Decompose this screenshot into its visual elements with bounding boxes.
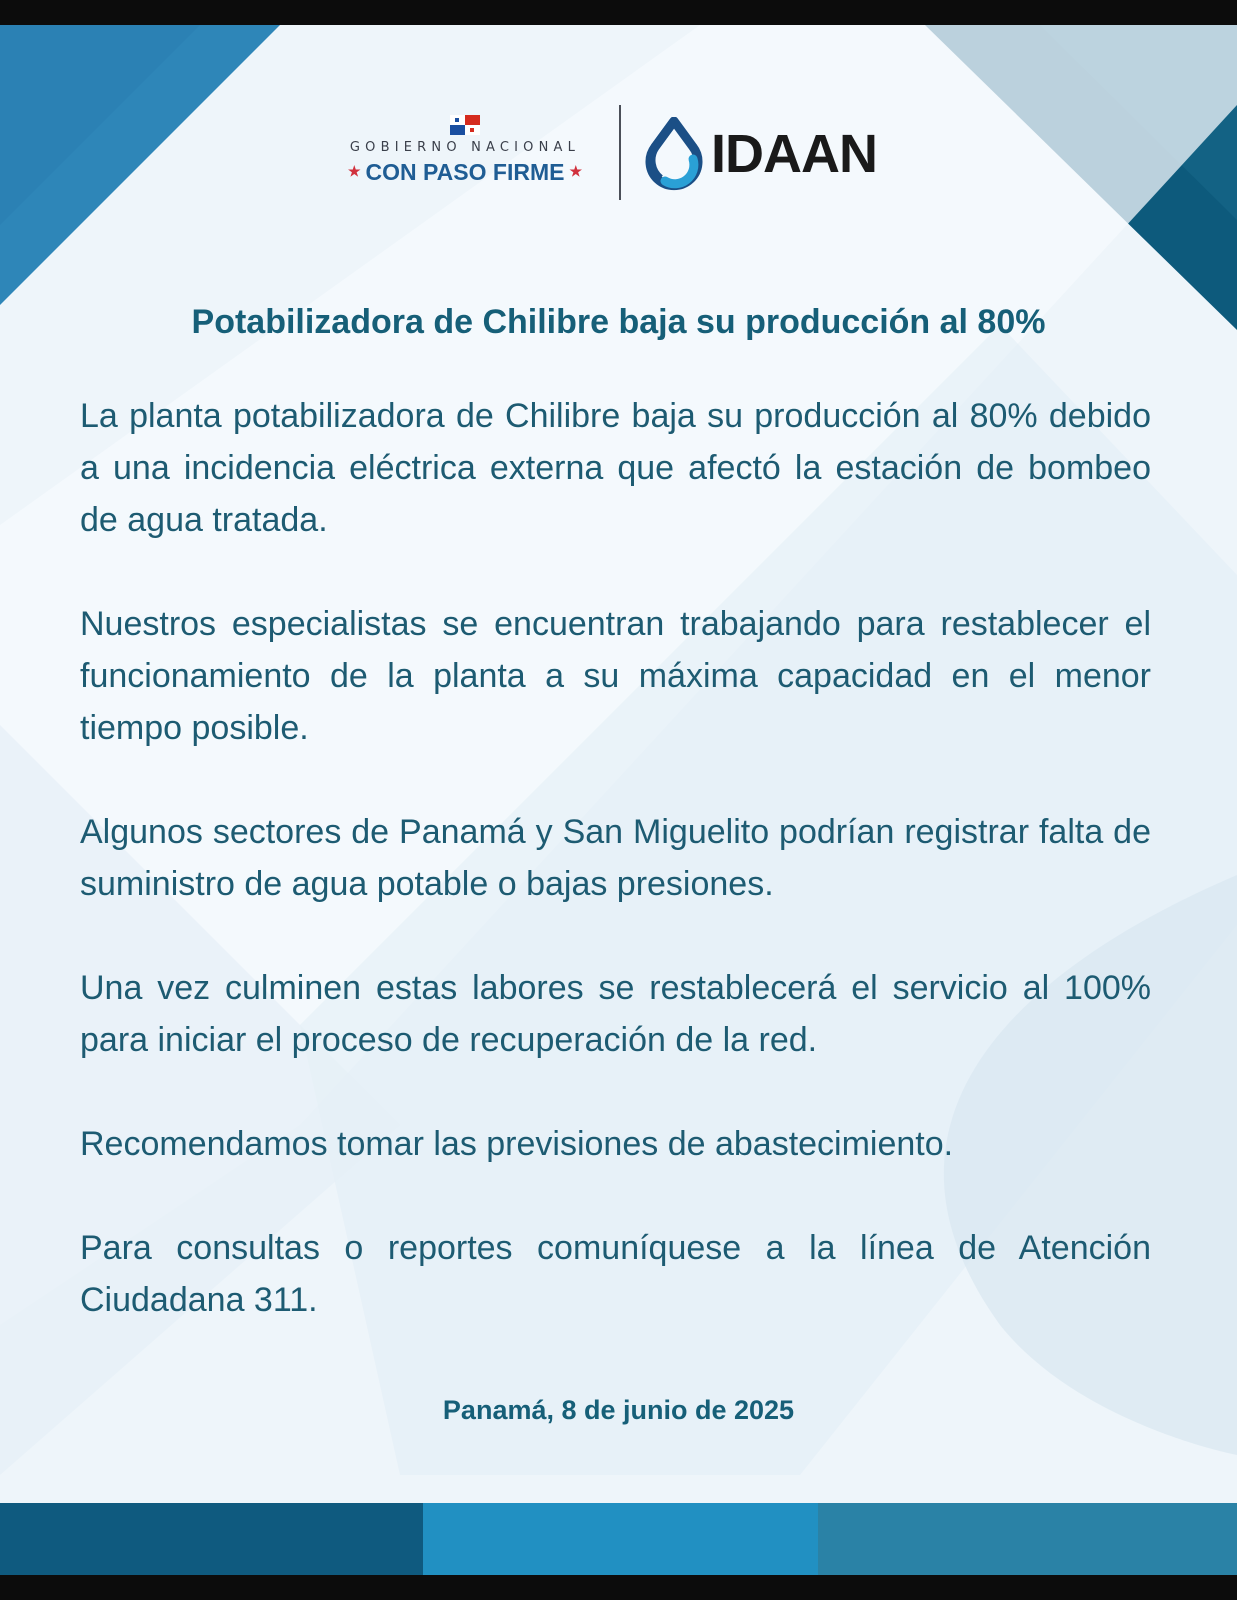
panama-flag-icon — [450, 115, 480, 135]
logo-divider — [619, 105, 621, 200]
paragraph: Una vez culminen estas labores se restablecerá el servicio al 100% para iniciar el proceso de recuperación de la red. — [80, 969, 1151, 1059]
release-date: Panamá, 8 de junio de 2025 — [442, 1395, 795, 1425]
page-title: Potabilizadora de Chilibre baja su producción al 80% — [191, 303, 1046, 341]
paragraph: Nuestros especialistas se encuentran trabajando para restablecer el funcionamiento de la planta a su máxima capacidad en el menor tiempo posible. — [80, 605, 1151, 747]
paragraph: Para consultas o reportes comuníquese a la línea de Atención Ciudadana 311. — [80, 1229, 1151, 1319]
bottom-color-bar — [0, 1503, 1237, 1575]
gobierno-nacional-text: GOBIERNO NACIONAL — [349, 140, 581, 155]
paragraph: La planta potabilizadora de Chilibre baja su producción al 80% debido a una incidencia eléctrica externa que afectó la estación de bombeo de agua tratada. — [80, 397, 1151, 539]
red-star-icon: ★ — [347, 163, 361, 179]
con-paso-firme-text — [330, 159, 600, 186]
idaan-wordmark: IDAAN — [711, 124, 877, 184]
press-release-card — [0, 25, 1237, 1575]
paragraph: Recomendamos tomar las previsiones de abastecimiento. — [80, 1125, 954, 1163]
gobierno-nacional-logo — [330, 105, 600, 205]
con-paso-firme-label: CON PASO FIRME — [365, 159, 565, 185]
statement-body — [80, 390, 1151, 1378]
red-star-icon: ★ — [569, 163, 583, 179]
bar-segment-middle — [423, 1503, 818, 1575]
logo-header — [0, 105, 1237, 205]
bar-segment-left — [0, 1503, 423, 1575]
paragraph: Algunos sectores de Panamá y San Miguelito podrían registrar falta de suministro de agua potable o bajas presiones. — [80, 813, 1151, 903]
water-drop-icon — [643, 117, 705, 193]
bar-segment-right — [818, 1503, 1237, 1575]
